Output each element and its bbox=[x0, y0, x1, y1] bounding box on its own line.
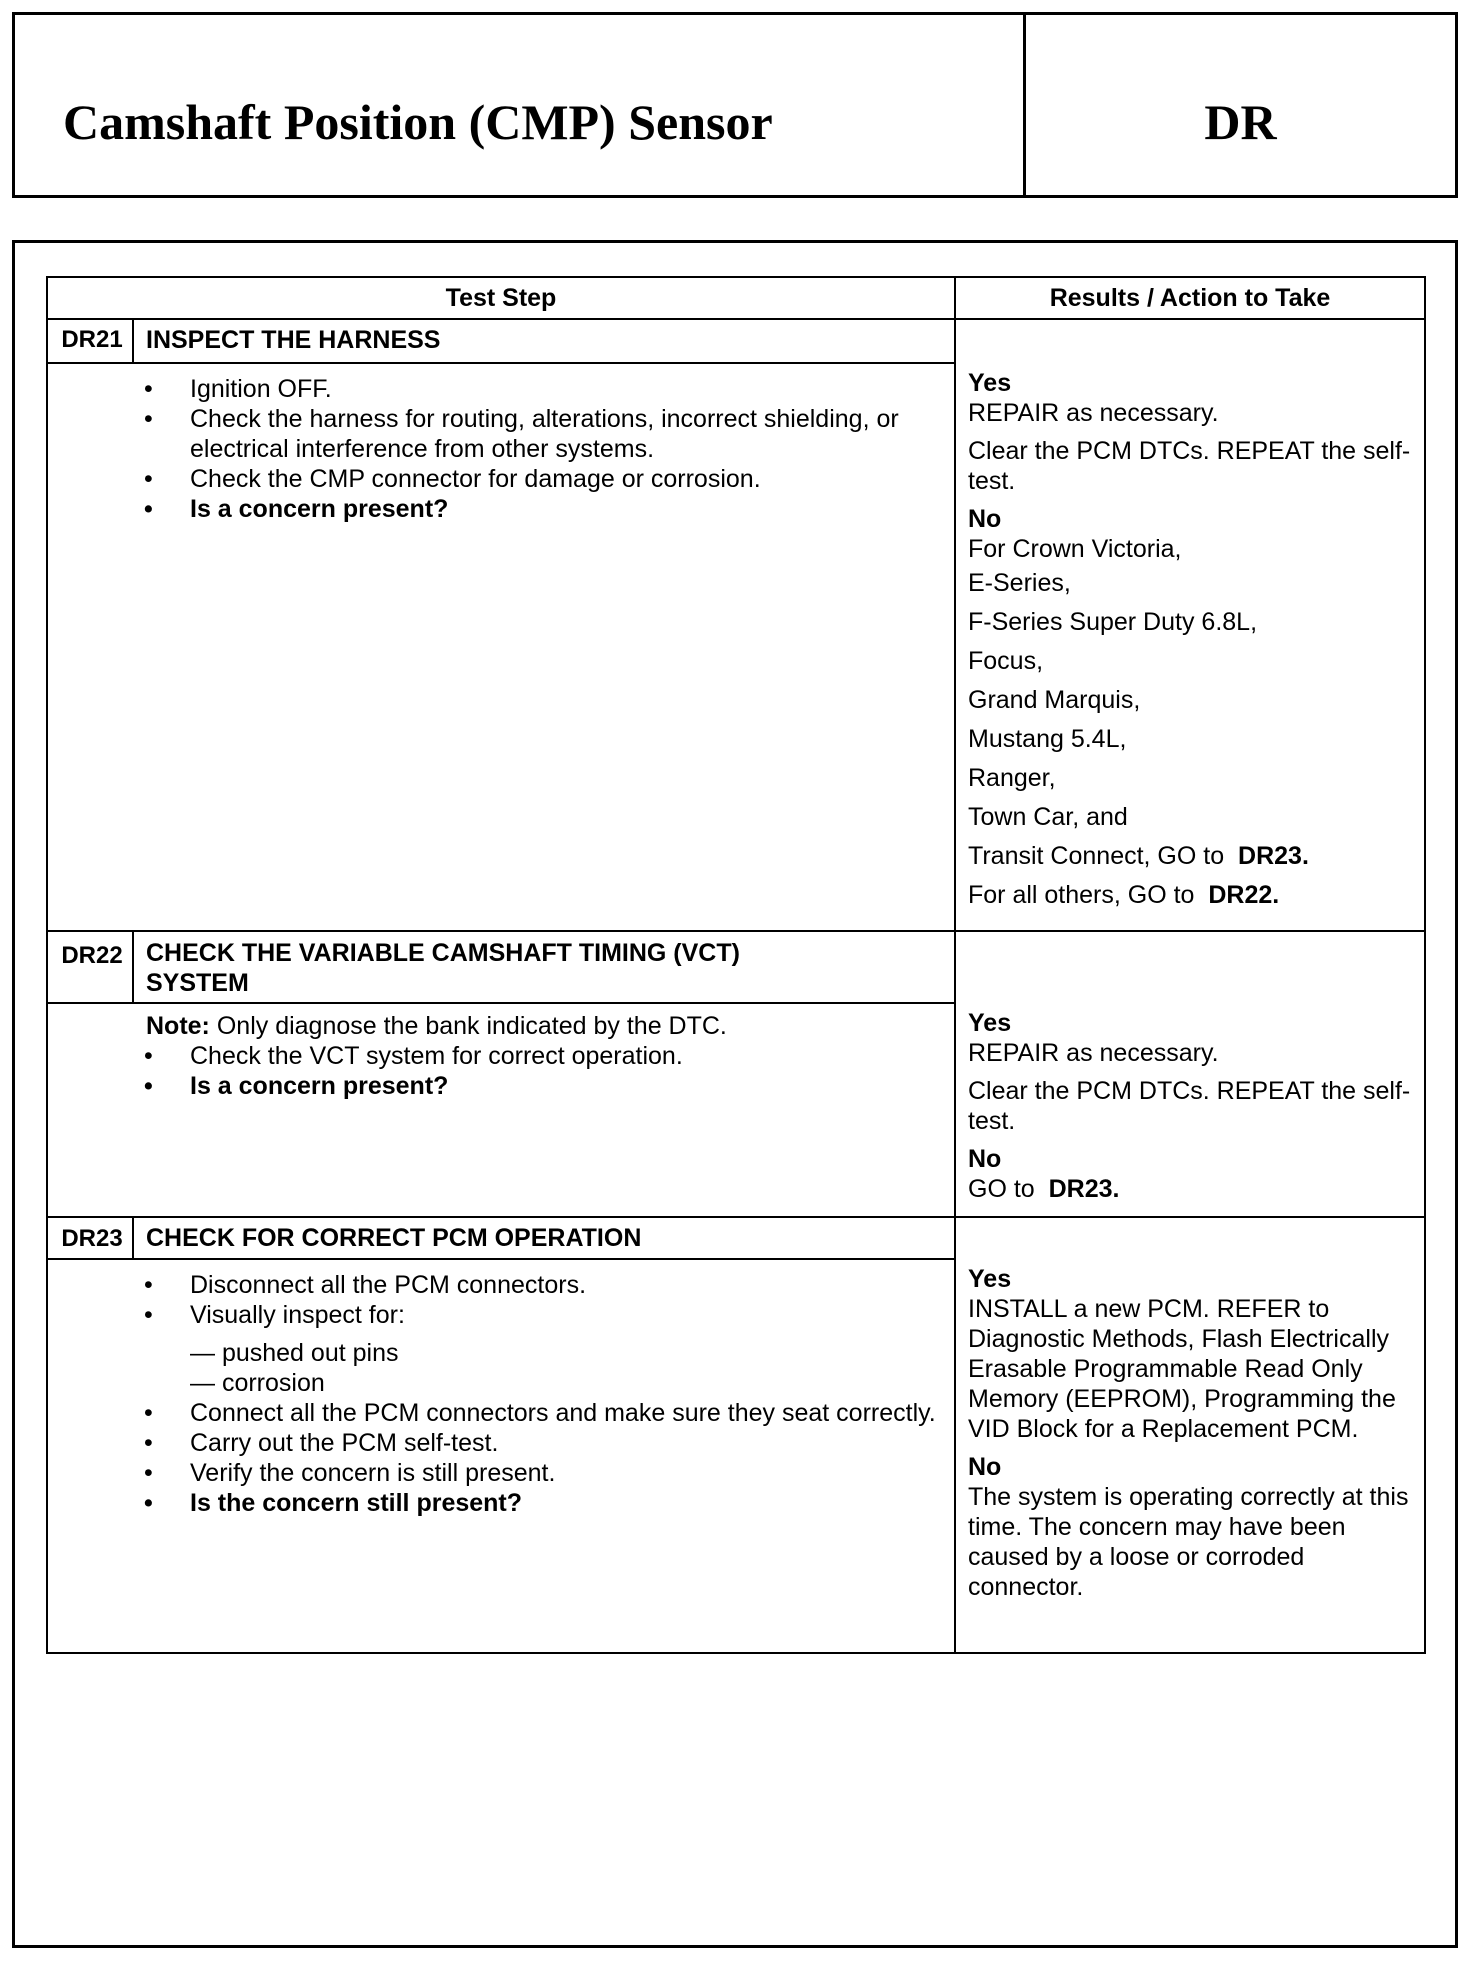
note-label: Note: bbox=[146, 1012, 210, 1040]
dr22-title-rule bbox=[48, 1002, 954, 1004]
yes-label: Yes bbox=[968, 1009, 1012, 1037]
header-rule bbox=[48, 318, 1424, 320]
result-text: INSTALL a new PCM. REFER to Diagnostic Methods, Flash Electrically Erasable Programmable Read Only Memory (EEPROM), Programming the VID Block for a Replacement PCM. bbox=[968, 1295, 1396, 1443]
list-item-question: • Is the concern still present? bbox=[140, 1488, 940, 1518]
result-text: The system is operating correctly at this time. The concern may have been caused by a loose or corroded connector. bbox=[968, 1483, 1409, 1601]
result-text: Focus, bbox=[968, 647, 1044, 675]
step-list-dr21 bbox=[140, 374, 940, 524]
list-item-question: • Is a concern present? bbox=[140, 494, 940, 524]
dr23-title-rule bbox=[48, 1258, 954, 1260]
goto-target-dr22: DR22. bbox=[1208, 881, 1280, 909]
step-list-dr22 bbox=[140, 1041, 940, 1101]
list-item: • Check the harness for routing, alterations, incorrect shielding, or electrical interference from other systems. bbox=[140, 404, 940, 464]
dr21-id-divider bbox=[132, 318, 134, 362]
goto-text: GO to bbox=[968, 1175, 1035, 1203]
list-item: • Check the VCT system for correct operation. bbox=[140, 1041, 940, 1071]
goto-text: Transit Connect, GO to bbox=[968, 842, 1225, 870]
yes-label: Yes bbox=[968, 1265, 1012, 1293]
step-title-line: CHECK THE VARIABLE CAMSHAFT TIMING (VCT) bbox=[146, 939, 740, 967]
dr22-row-rule bbox=[48, 930, 1424, 932]
section-code: DR bbox=[1204, 94, 1277, 150]
dr23-id-divider bbox=[132, 1216, 134, 1258]
page-title: Camshaft Position (CMP) Sensor bbox=[63, 94, 773, 150]
results-dr22 bbox=[968, 1008, 1420, 1204]
result-text: Mustang 5.4L, bbox=[968, 725, 1127, 753]
list-item: • Ignition OFF. bbox=[140, 374, 940, 404]
page-header bbox=[12, 12, 1458, 198]
goto-text: For all others, GO to bbox=[968, 881, 1195, 909]
result-text: E-Series, bbox=[968, 569, 1071, 597]
note-text: Only diagnose the bank indicated by the DTC. bbox=[216, 1012, 727, 1040]
results-dr21 bbox=[968, 368, 1420, 915]
goto-line bbox=[968, 837, 1420, 876]
list-item: • Check the CMP connector for damage or corrosion. bbox=[140, 464, 940, 494]
list-item: • Visually inspect for: bbox=[140, 1300, 940, 1330]
result-text: Clear the PCM DTCs. REPEAT the self-test. bbox=[968, 437, 1411, 495]
dr22-id-divider bbox=[132, 930, 134, 1002]
column-header-results: Results / Action to Take bbox=[1049, 284, 1331, 312]
result-text: Town Car, and bbox=[968, 803, 1128, 831]
yes-label: Yes bbox=[968, 369, 1012, 397]
test-step-table bbox=[46, 276, 1426, 1654]
dr21-title-rule bbox=[48, 362, 954, 364]
step-id-dr23: DR23 bbox=[61, 1225, 123, 1252]
step-title-dr21: INSPECT THE HARNESS bbox=[146, 326, 441, 354]
step-title-dr23: CHECK FOR CORRECT PCM OPERATION bbox=[146, 1224, 642, 1252]
column-divider bbox=[954, 278, 956, 1652]
goto-target-dr23: DR23. bbox=[1238, 842, 1309, 870]
result-text: Ranger, bbox=[968, 764, 1056, 792]
step-title-dr22 bbox=[146, 938, 740, 998]
no-label: No bbox=[968, 1453, 1002, 1481]
list-item-question: • Is a concern present? bbox=[140, 1071, 940, 1101]
goto-target-dr23: DR23. bbox=[1048, 1175, 1120, 1203]
dr23-row-rule bbox=[48, 1216, 1424, 1218]
step-list-dr23 bbox=[140, 1270, 940, 1518]
goto-line bbox=[968, 876, 1420, 915]
note-dr22 bbox=[146, 1011, 727, 1041]
result-text: Grand Marquis, bbox=[968, 686, 1141, 714]
list-item: • Connect all the PCM connectors and make sure they seat correctly. bbox=[140, 1398, 940, 1428]
goto-line bbox=[968, 1174, 1420, 1204]
step-id-dr22: DR22 bbox=[61, 942, 123, 969]
list-item: • Disconnect all the PCM connectors. bbox=[140, 1270, 940, 1300]
result-text: Clear the PCM DTCs. REPEAT the self-test. bbox=[968, 1077, 1411, 1135]
column-header-test-step: Test Step bbox=[445, 284, 557, 312]
step-title-line: SYSTEM bbox=[146, 969, 249, 997]
no-label: No bbox=[968, 1145, 1002, 1173]
result-text: REPAIR as necessary. bbox=[968, 399, 1219, 427]
result-text: For Crown Victoria, bbox=[968, 535, 1182, 563]
result-text: REPAIR as necessary. bbox=[968, 1039, 1219, 1067]
list-subitem: — pushed out pins bbox=[190, 1339, 399, 1367]
result-text: F-Series Super Duty 6.8L, bbox=[968, 608, 1258, 636]
step-id-dr21: DR21 bbox=[61, 326, 123, 353]
results-dr23 bbox=[968, 1264, 1420, 1602]
no-label: No bbox=[968, 505, 1002, 533]
list-subitem: — corrosion bbox=[190, 1369, 325, 1397]
list-item: • Verify the concern is still present. bbox=[140, 1458, 940, 1488]
list-item: • Carry out the PCM self-test. bbox=[140, 1428, 940, 1458]
